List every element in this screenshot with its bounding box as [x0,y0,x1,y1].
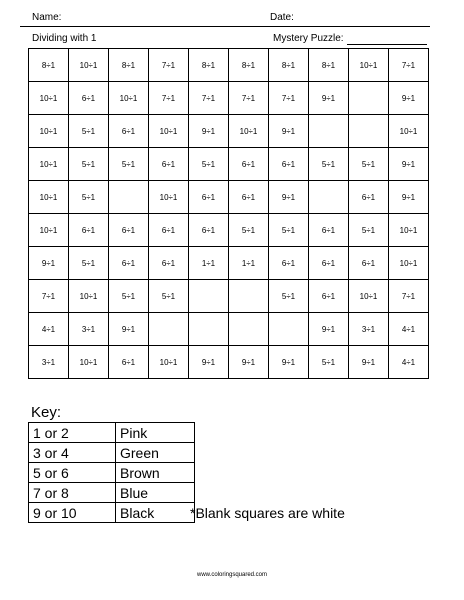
grid-cell[interactable]: 6÷1 [109,346,149,379]
grid-cell[interactable]: 6÷1 [69,214,109,247]
grid-cell[interactable]: 8÷1 [109,49,149,82]
grid-cell[interactable]: 6÷1 [149,148,189,181]
grid-cell[interactable]: 10÷1 [389,115,429,148]
key-range: 3 or 4 [29,443,116,463]
grid-row [29,115,429,148]
grid-cell[interactable]: 10÷1 [349,280,389,313]
grid-row [29,82,429,115]
name-rule [20,26,430,27]
grid-cell[interactable]: 9÷1 [349,346,389,379]
grid-cell[interactable]: 9÷1 [269,346,309,379]
grid-cell[interactable]: 8÷1 [309,49,349,82]
grid-cell[interactable]: 5÷1 [349,214,389,247]
title-line [20,33,430,45]
grid-cell[interactable]: 5÷1 [229,214,269,247]
grid-cell[interactable]: 10÷1 [389,214,429,247]
grid-cell[interactable]: 9÷1 [389,181,429,214]
grid-cell[interactable]: 6÷1 [309,280,349,313]
key-row [29,483,195,503]
grid-cell[interactable]: 7÷1 [29,280,69,313]
grid-cell[interactable]: 8÷1 [269,49,309,82]
grid-cell[interactable]: 3÷1 [349,313,389,346]
grid-cell[interactable]: 1÷1 [189,247,229,280]
grid-row [29,346,429,379]
key-title: Key: [31,404,62,421]
key-row [29,463,195,483]
grid-cell[interactable]: 5÷1 [309,346,349,379]
grid-cell[interactable]: 6÷1 [149,214,189,247]
grid-cell[interactable] [229,280,269,313]
key-color: Pink [116,423,195,443]
grid-cell[interactable]: 7÷1 [389,49,429,82]
grid-cell[interactable]: 10÷1 [109,82,149,115]
grid-cell[interactable]: 6÷1 [229,148,269,181]
grid-cell[interactable]: 5÷1 [69,115,109,148]
grid-cell[interactable]: 7÷1 [149,49,189,82]
grid-row [29,181,429,214]
grid-cell[interactable] [309,115,349,148]
grid-cell[interactable]: 6÷1 [309,247,349,280]
grid-cell[interactable]: 10÷1 [149,346,189,379]
grid-cell[interactable]: 5÷1 [189,148,229,181]
mystery-puzzle-label: Mystery Puzzle: [273,33,344,44]
grid-cell[interactable]: 8÷1 [189,49,229,82]
grid-cell[interactable]: 9÷1 [189,115,229,148]
grid-cell[interactable]: 7÷1 [189,82,229,115]
grid-cell[interactable]: 10÷1 [29,214,69,247]
key-color: Brown [116,463,195,483]
puzzle-grid [28,48,429,379]
grid-cell[interactable]: 10÷1 [69,49,109,82]
grid-cell[interactable]: 10÷1 [389,247,429,280]
grid-cell[interactable]: 9÷1 [109,313,149,346]
footer-url: www.coloringsquared.com [196,572,268,578]
grid-cell[interactable]: 5÷1 [349,148,389,181]
grid-cell[interactable]: 6÷1 [349,247,389,280]
grid-cell[interactable]: 6÷1 [109,247,149,280]
grid-cell[interactable]: 6÷1 [189,181,229,214]
grid-cell[interactable]: 8÷1 [229,49,269,82]
grid-cell[interactable]: 10÷1 [349,49,389,82]
grid-cell[interactable]: 7÷1 [269,82,309,115]
key-range: 1 or 2 [29,423,116,443]
name-date-line [20,12,430,26]
grid-cell[interactable]: 10÷1 [149,115,189,148]
grid-row [29,148,429,181]
grid-cell[interactable]: 10÷1 [29,181,69,214]
grid-cell[interactable]: 4÷1 [29,313,69,346]
grid-cell[interactable]: 5÷1 [309,148,349,181]
grid-row [29,313,429,346]
grid-cell[interactable]: 6÷1 [69,82,109,115]
grid-cell[interactable]: 9÷1 [29,247,69,280]
grid-cell[interactable]: 5÷1 [69,247,109,280]
grid-cell[interactable]: 9÷1 [389,148,429,181]
grid-cell[interactable]: 9÷1 [229,346,269,379]
key-range: 9 or 10 [29,503,116,523]
grid-cell[interactable]: 6÷1 [229,181,269,214]
grid-cell[interactable]: 9÷1 [309,82,349,115]
grid-cell[interactable]: 6÷1 [269,148,309,181]
grid-cell[interactable]: 10÷1 [69,280,109,313]
grid-cell[interactable]: 6÷1 [109,214,149,247]
key-range: 5 or 6 [29,463,116,483]
key-range: 7 or 8 [29,483,116,503]
grid-cell[interactable]: 5÷1 [109,148,149,181]
grid-cell[interactable]: 8÷1 [29,49,69,82]
grid-cell[interactable] [309,181,349,214]
grid-cell[interactable]: 5÷1 [269,280,309,313]
grid-cell[interactable] [189,313,229,346]
grid-cell[interactable]: 3÷1 [29,346,69,379]
grid-cell[interactable]: 5÷1 [69,181,109,214]
name-label: Name: [32,12,62,23]
blank-squares-note: *Blank squares are white [190,505,345,521]
grid-cell[interactable] [149,313,189,346]
mystery-puzzle-rule [347,44,427,45]
grid-cell[interactable] [269,313,309,346]
grid-cell[interactable] [349,82,389,115]
grid-cell[interactable]: 10÷1 [29,115,69,148]
grid-cell[interactable]: 4÷1 [389,313,429,346]
date-label: Date: [270,12,294,23]
key-color: Green [116,443,195,463]
grid-cell[interactable]: 6÷1 [109,115,149,148]
grid-cell[interactable]: 9÷1 [269,115,309,148]
grid-cell[interactable] [229,313,269,346]
key-row [29,423,195,443]
grid-cell[interactable]: 9÷1 [269,181,309,214]
grid-cell[interactable]: 1÷1 [229,247,269,280]
grid-row [29,280,429,313]
grid-cell[interactable]: 6÷1 [149,247,189,280]
grid-cell[interactable]: 6÷1 [349,181,389,214]
grid-cell[interactable]: 10÷1 [149,181,189,214]
key-row [29,443,195,463]
grid-cell[interactable]: 6÷1 [309,214,349,247]
grid-cell[interactable] [109,181,149,214]
grid-cell[interactable]: 5÷1 [269,214,309,247]
grid-cell[interactable] [349,115,389,148]
grid-cell[interactable]: 5÷1 [69,148,109,181]
grid-cell[interactable]: 5÷1 [149,280,189,313]
grid-cell[interactable]: 7÷1 [149,82,189,115]
grid-cell[interactable]: 5÷1 [109,280,149,313]
grid-cell[interactable]: 10÷1 [29,82,69,115]
grid-cell[interactable]: 10÷1 [29,148,69,181]
grid-cell[interactable]: 7÷1 [229,82,269,115]
key-row [29,503,195,523]
grid-cell[interactable]: 7÷1 [389,280,429,313]
grid-cell[interactable]: 4÷1 [389,346,429,379]
grid-cell[interactable]: 6÷1 [189,214,229,247]
grid-row [29,214,429,247]
key-color: Blue [116,483,195,503]
worksheet-title: Dividing with 1 [32,33,97,44]
grid-cell[interactable]: 6÷1 [269,247,309,280]
grid-cell[interactable]: 9÷1 [389,82,429,115]
grid-cell[interactable]: 9÷1 [309,313,349,346]
grid-cell[interactable]: 9÷1 [189,346,229,379]
grid-cell[interactable] [189,280,229,313]
grid-row [29,49,429,82]
grid-row [29,247,429,280]
grid-cell[interactable]: 10÷1 [229,115,269,148]
color-key-table [28,422,195,523]
key-color: Black [116,503,195,523]
grid-cell[interactable]: 10÷1 [69,346,109,379]
grid-cell[interactable]: 3÷1 [69,313,109,346]
